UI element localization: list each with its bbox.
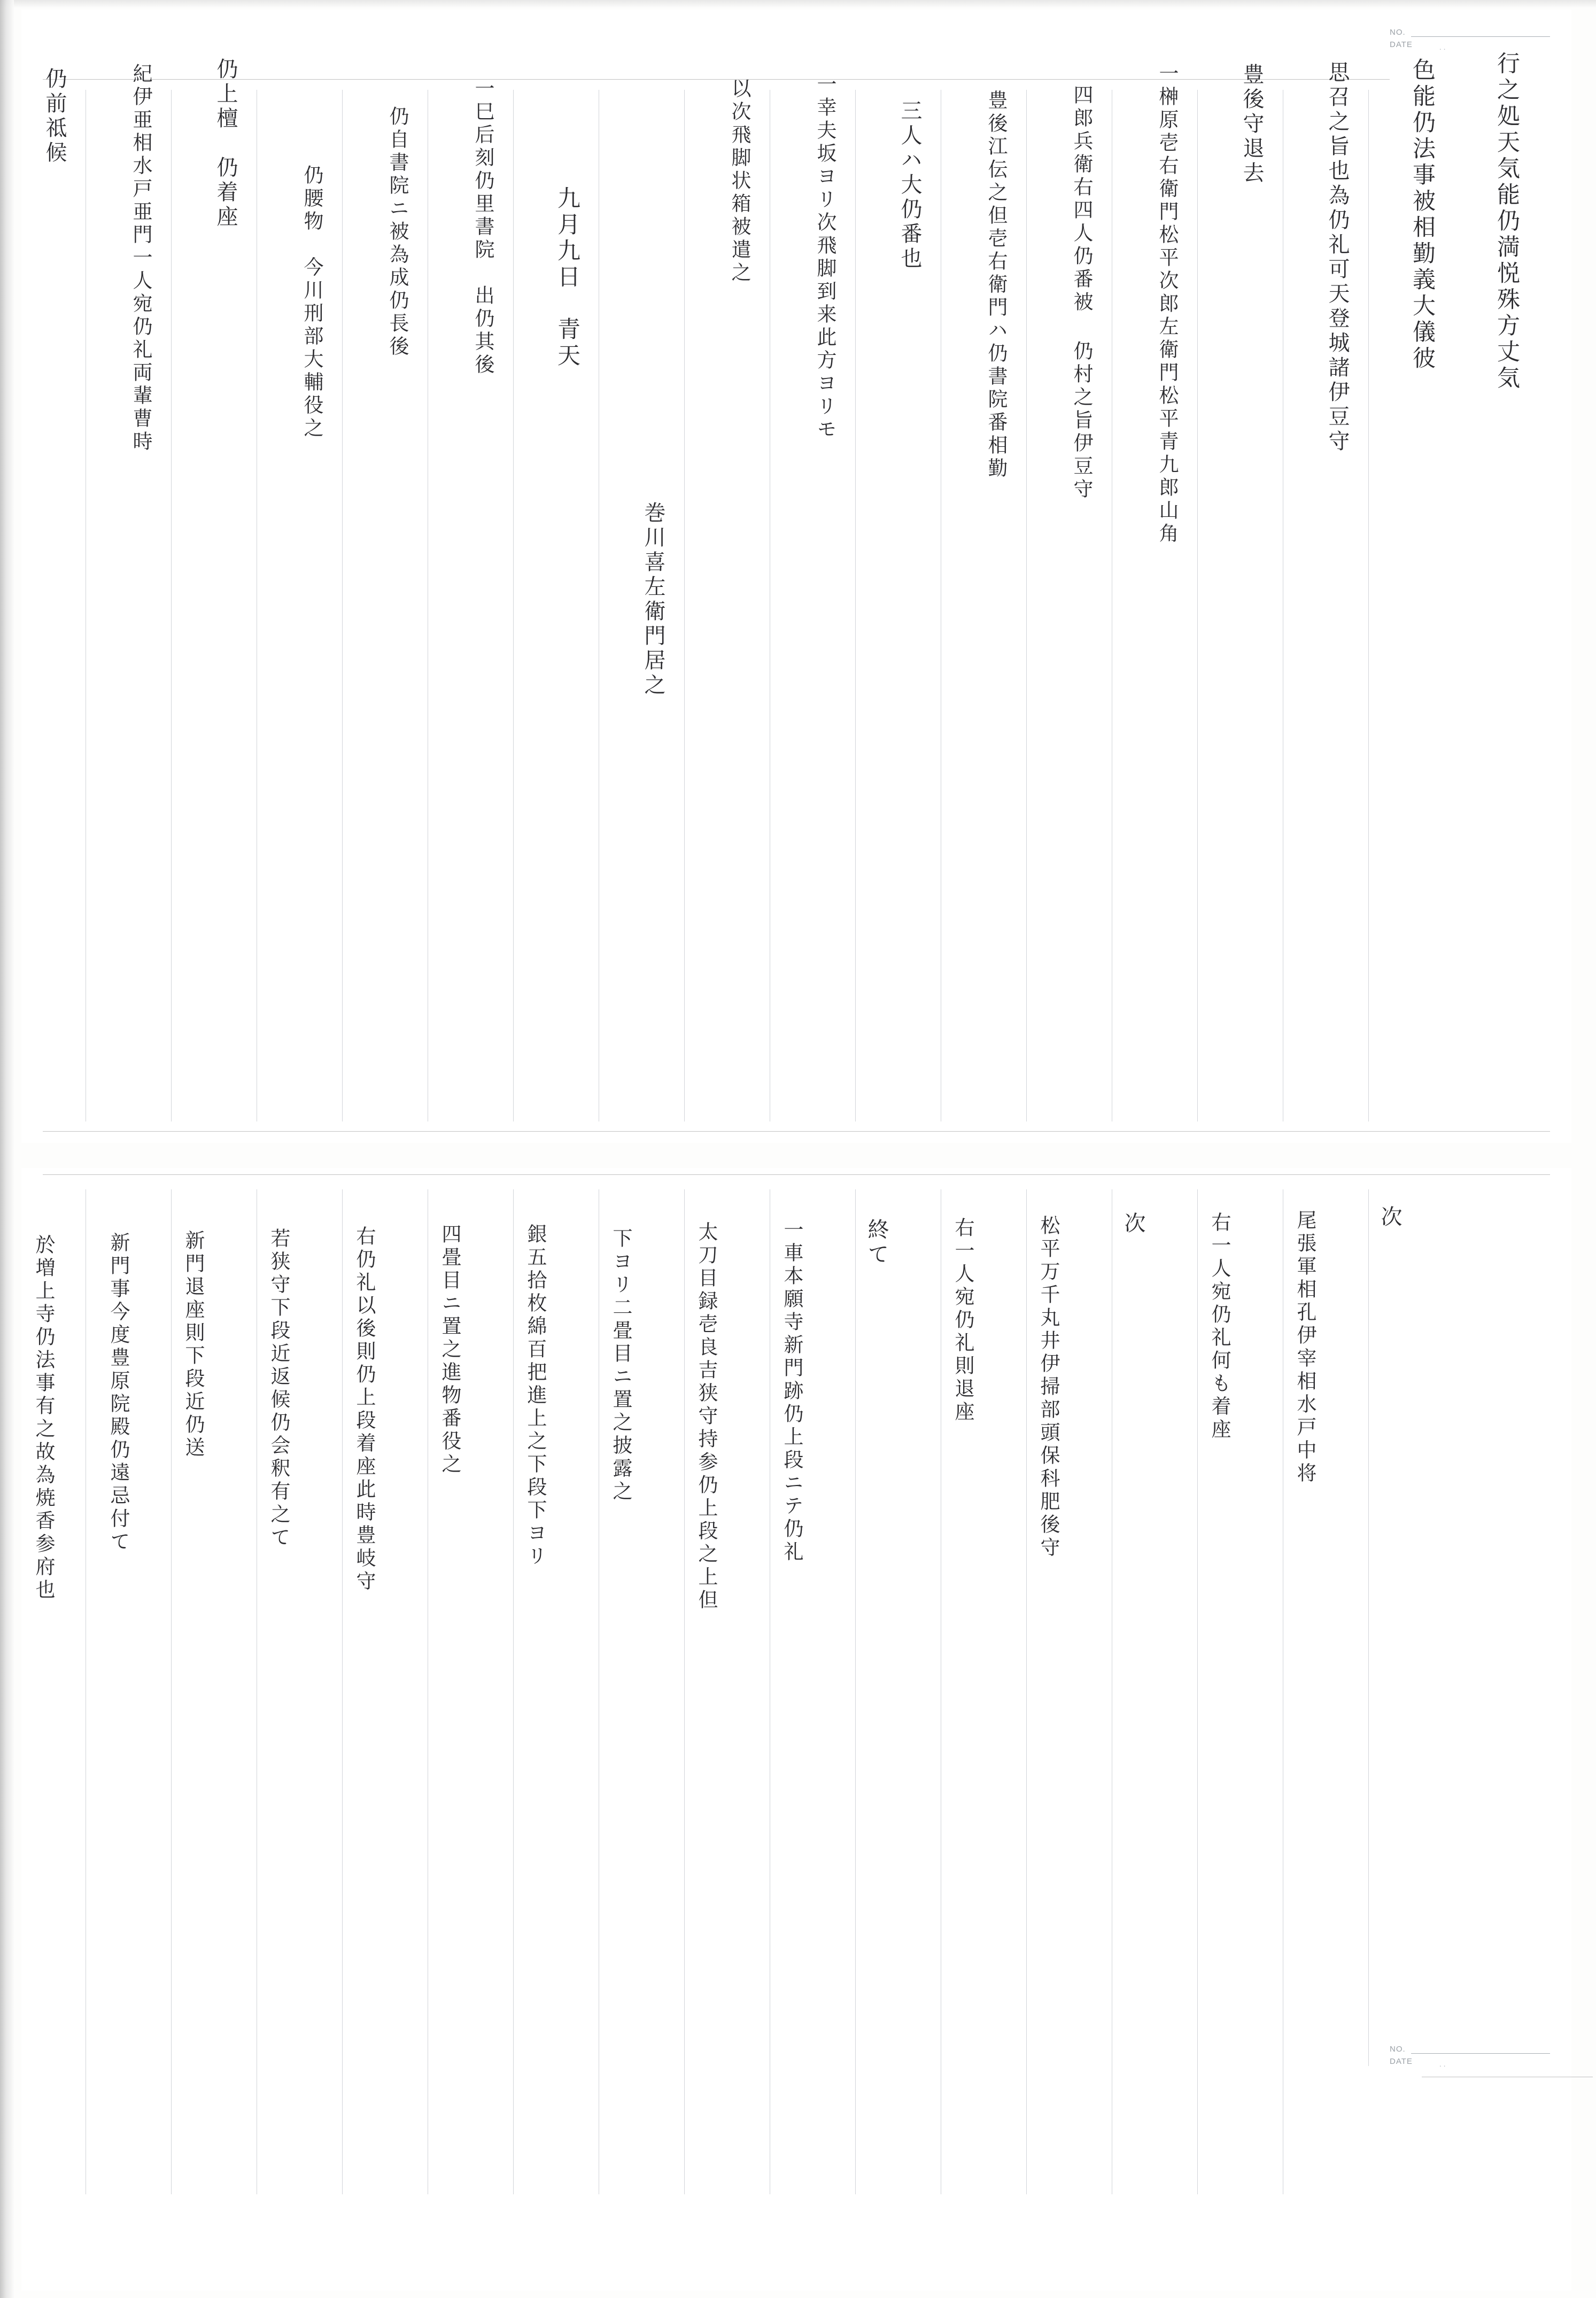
text-column: 三人ハ大仍番也 [897,99,922,272]
sheet1-date-dots: . . [1439,43,1446,51]
text-column: 新門退座則下段近仍送 [182,1230,205,1460]
text-column: 豊後江伝之但壱右衛門ハ仍書院番相勤 [985,90,1008,481]
text-column: 仍前祗候 [42,67,67,166]
text-column: 尾張軍相孔伊宰相水戸中将 [1293,1210,1316,1485]
text-column: 次 [1377,1205,1402,1230]
text-column: 思召之旨也為仍礼可天登城諸伊豆守 [1325,61,1350,454]
text-column: 右仍礼以後則仍上段着座此時豊岐守 [353,1226,376,1593]
text-column: 新門事今度豊原院殿仍遠忌付て [107,1232,130,1554]
text-column: 松平万千丸井伊掃部頭保科肥後守 [1037,1215,1060,1560]
sheet1-text-columns [21,10,1571,1143]
text-column: 若狭守下段近返候仍会釈有之て [267,1228,290,1550]
sheet2-date-label: DATE [1390,2057,1413,2066]
text-column: 九月九日 青天 [554,186,580,369]
text-column: 色能仍法事被相勤義大儀彼 [1409,58,1436,372]
text-column: 仍上檀 仍着座 [213,58,238,230]
text-column: 巻川喜左衛門居之 [641,501,665,698]
text-column: 次 [1121,1212,1145,1236]
text-column: 四郎兵衛右四人仍番被 仍村之旨伊豆守 [1070,84,1093,501]
text-column: 太刀目録壱良吉狭守持参仍上段之上但 [695,1221,718,1612]
manuscript-sheet-2 [21,1168,1571,2291]
text-column: 仍腰物 今川刑部大輔役之 [300,165,323,440]
text-column: 一幸夫坂ヨリ次飛脚到来此方ヨリモ [814,74,836,442]
scan-edge-shadow-left [0,0,14,2298]
sheet2-date-dots: . . [1439,2060,1446,2068]
text-column: 右一人宛仍礼則退座 [951,1217,974,1424]
text-column: 紀伊亜相水戸亜門一人宛仍礼両輩曹時 [129,63,152,454]
sheet2-no-label: NO. [1390,2045,1406,2054]
scan-edge-shadow-top [0,0,1596,7]
sheet2-text-columns [21,1168,1571,2291]
text-column: 一榊原壱右衛門松平次郎左衛門松平青九郎山角 [1156,63,1179,546]
sheet1-no-label: NO. [1390,28,1406,37]
sheet1-date-label: DATE [1390,40,1413,49]
text-column: 仍自書院ニ被為成仍長後 [386,106,409,359]
text-column: 豊後守退去 [1239,63,1264,186]
text-column: 下ヨリ二畳目ニ置之披露之 [609,1228,632,1504]
manuscript-sheet-1 [21,10,1571,1143]
text-column: 銀五拾枚綿百把進上之下段下ヨリ [524,1224,547,1568]
text-column: 一巳后刻仍里書院 出仍其後 [471,78,494,377]
text-column: 行之処天気能仍満悦殊方丈気 [1493,51,1520,392]
text-column: 於増上寺仍法事有之故為焼香参府也 [32,1234,55,1602]
text-column: 終て [864,1218,889,1267]
text-column: 四畳目ニ置之進物番役之 [438,1224,461,1476]
text-column: 右一人宛仍礼何も着座 [1208,1212,1231,1442]
text-column: 一車本願寺新門跡仍上段ニテ仍礼 [780,1219,803,1564]
text-column: 以次飛脚状箱被遣之 [728,78,751,285]
